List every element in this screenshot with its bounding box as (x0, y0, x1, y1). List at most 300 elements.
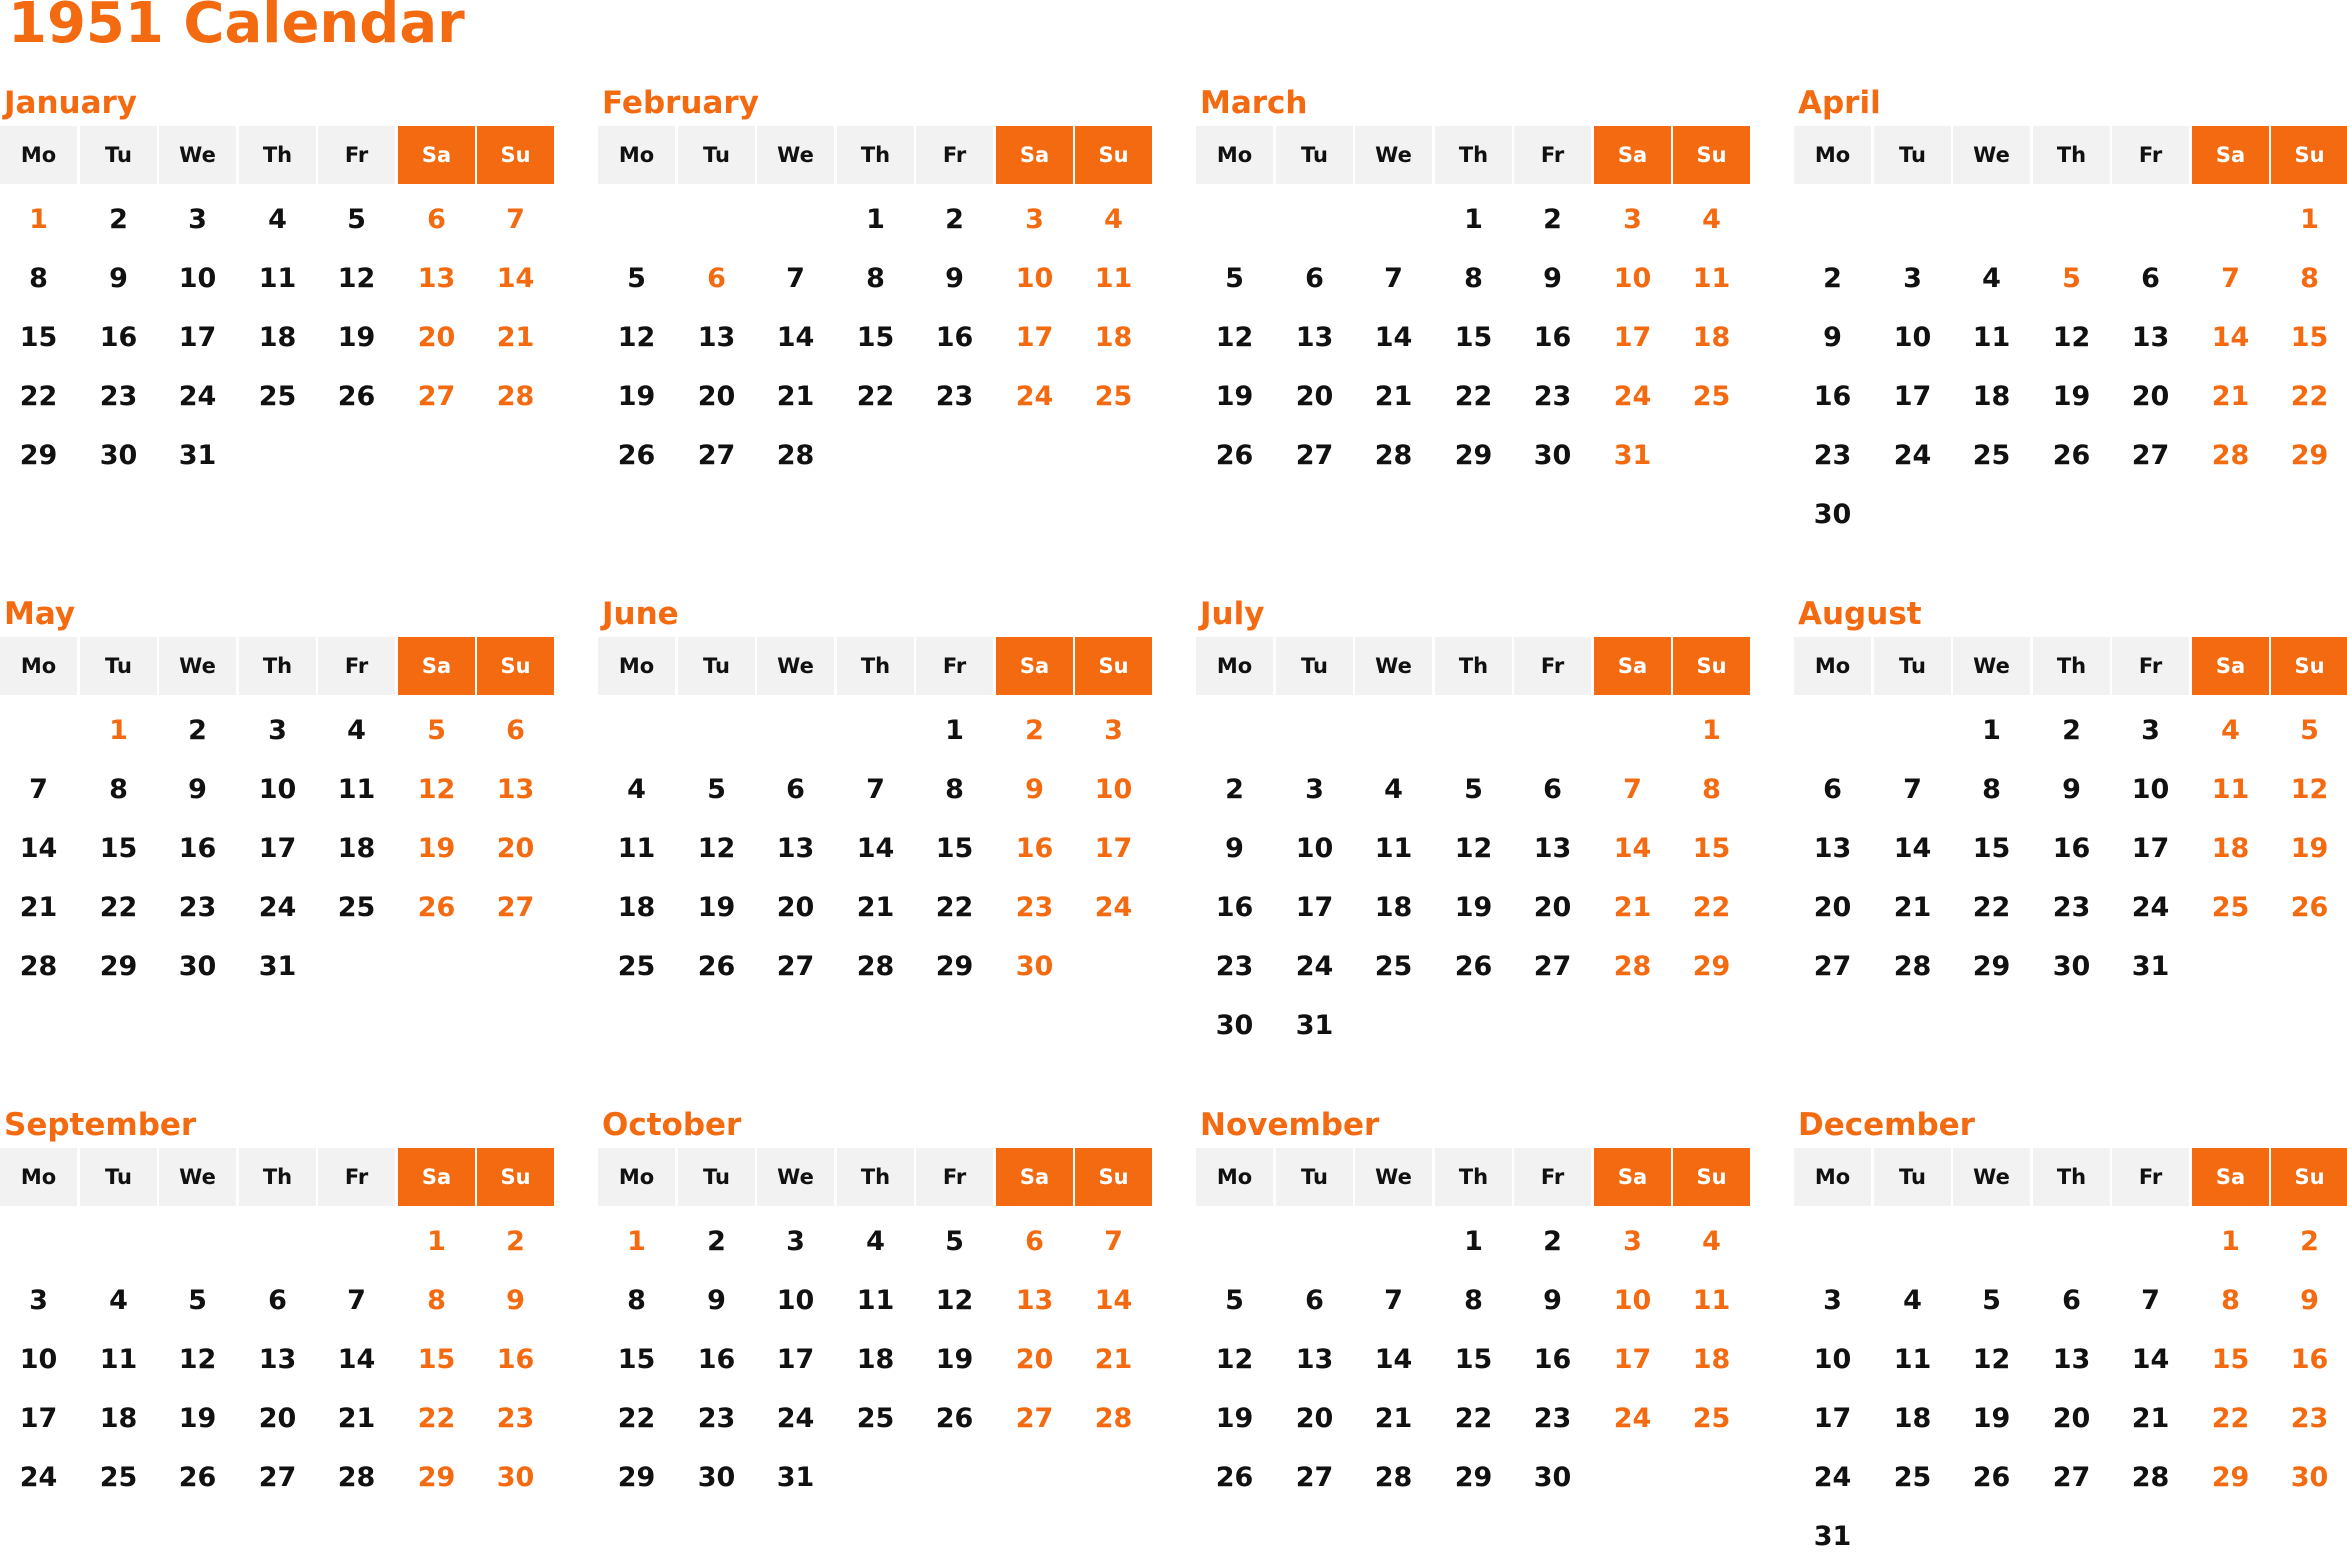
day-cell: 13 (1015, 1284, 1054, 1316)
day-cell: 6 (2062, 1284, 2081, 1316)
weekday-th: Th (1435, 126, 1512, 184)
weekday-su: Su (1075, 637, 1152, 695)
day-cell: 22 (856, 380, 895, 412)
weekday-fr: Fr (1514, 1148, 1591, 1206)
weekday-mo: Mo (0, 1148, 77, 1206)
day-cell: 19 (697, 891, 736, 923)
day-cell: 10 (776, 1284, 815, 1316)
day-cell: 22 (2290, 380, 2329, 412)
weekday-fr: Fr (318, 637, 395, 695)
day-cell: 18 (1893, 1402, 1932, 1434)
day-cell: 7 (866, 773, 885, 805)
day-cell: 15 (2211, 1343, 2250, 1375)
weekday-tu: Tu (1276, 637, 1353, 695)
day-cell: 18 (1972, 380, 2011, 412)
weekday-sa: Sa (996, 126, 1073, 184)
day-cell: 6 (506, 714, 525, 746)
day-cell: 10 (2131, 773, 2170, 805)
weekday-sa: Sa (398, 637, 475, 695)
weekday-tu: Tu (1874, 126, 1951, 184)
day-cell: 8 (29, 262, 48, 294)
day-cell: 28 (496, 380, 535, 412)
day-cell: 17 (19, 1402, 58, 1434)
day-cell: 15 (99, 832, 138, 864)
day-cell: 19 (178, 1402, 217, 1434)
day-cell: 2 (2300, 1225, 2319, 1257)
day-cell: 4 (627, 773, 646, 805)
day-cell: 9 (188, 773, 207, 805)
day-cell: 3 (188, 203, 207, 235)
day-cell: 16 (1215, 891, 1254, 923)
day-cell: 26 (1972, 1461, 2011, 1493)
day-cell: 22 (19, 380, 58, 412)
weekday-fr: Fr (2112, 1148, 2189, 1206)
day-cell: 2 (1225, 773, 1244, 805)
weekday-header (598, 126, 1154, 184)
day-cell: 26 (2052, 439, 2091, 471)
day-cell: 26 (1454, 950, 1493, 982)
day-cell: 9 (1543, 262, 1562, 294)
month-name: December (1798, 1107, 1975, 1143)
day-cell: 5 (188, 1284, 207, 1316)
day-cell: 31 (776, 1461, 815, 1493)
weekday-mo: Mo (598, 1148, 675, 1206)
weekday-su: Su (477, 1148, 554, 1206)
day-cell: 19 (1972, 1402, 2011, 1434)
day-cell: 19 (2052, 380, 2091, 412)
weekday-mo: Mo (0, 637, 77, 695)
day-cell: 28 (1374, 1461, 1413, 1493)
day-cell: 7 (1384, 262, 1403, 294)
day-cell: 7 (1384, 1284, 1403, 1316)
day-cell: 8 (427, 1284, 446, 1316)
page-title: 1951 Calendar (8, 0, 465, 56)
day-cell: 13 (1813, 832, 1852, 864)
day-cell: 14 (1374, 1343, 1413, 1375)
day-cell: 6 (2141, 262, 2160, 294)
day-cell: 27 (496, 891, 535, 923)
day-cell: 20 (258, 1402, 297, 1434)
day-cell: 21 (1893, 891, 1932, 923)
day-cell: 28 (1893, 950, 1932, 982)
day-cell: 17 (1613, 321, 1652, 353)
weekday-su: Su (477, 126, 554, 184)
weekday-we: We (1355, 637, 1432, 695)
day-cell: 3 (268, 714, 287, 746)
day-cell: 30 (2290, 1461, 2329, 1493)
day-cell: 1 (109, 714, 128, 746)
day-cell: 29 (19, 439, 58, 471)
weekday-sa: Sa (1594, 637, 1671, 695)
day-cell: 18 (337, 832, 376, 864)
day-cell: 4 (268, 203, 287, 235)
day-cell: 9 (2300, 1284, 2319, 1316)
weekday-header (0, 637, 556, 695)
weekday-we: We (159, 1148, 236, 1206)
day-cell: 16 (99, 321, 138, 353)
day-cell: 26 (417, 891, 456, 923)
weekday-fr: Fr (318, 126, 395, 184)
day-cell: 14 (856, 832, 895, 864)
weekday-su: Su (1075, 126, 1152, 184)
day-cell: 27 (258, 1461, 297, 1493)
day-cell: 25 (2211, 891, 2250, 923)
day-cell: 15 (935, 832, 974, 864)
day-cell: 5 (347, 203, 366, 235)
day-cell: 12 (178, 1343, 217, 1375)
day-cell: 22 (1692, 891, 1731, 923)
day-cell: 19 (1215, 380, 1254, 412)
weekday-we: We (1953, 1148, 2030, 1206)
day-cell: 7 (29, 773, 48, 805)
weekday-su: Su (477, 637, 554, 695)
month-name: May (4, 596, 76, 632)
day-cell: 21 (1374, 1402, 1413, 1434)
day-cell: 8 (627, 1284, 646, 1316)
month-name: January (4, 85, 138, 121)
day-cell: 15 (1454, 1343, 1493, 1375)
day-cell: 26 (697, 950, 736, 982)
day-cell: 18 (1692, 1343, 1731, 1375)
weekday-mo: Mo (1196, 126, 1273, 184)
day-cell: 5 (427, 714, 446, 746)
day-cell: 28 (337, 1461, 376, 1493)
weekday-we: We (1953, 126, 2030, 184)
day-cell: 3 (1823, 1284, 1842, 1316)
weekday-fr: Fr (2112, 126, 2189, 184)
day-cell: 20 (1015, 1343, 1054, 1375)
day-cell: 26 (337, 380, 376, 412)
weekday-tu: Tu (80, 126, 157, 184)
day-cell: 31 (178, 439, 217, 471)
day-cell: 12 (417, 773, 456, 805)
day-cell: 14 (1613, 832, 1652, 864)
weekday-mo: Mo (598, 637, 675, 695)
day-cell: 5 (627, 262, 646, 294)
day-cell: 6 (427, 203, 446, 235)
weekday-we: We (757, 1148, 834, 1206)
day-cell: 10 (1813, 1343, 1852, 1375)
day-cell: 3 (2141, 714, 2160, 746)
weekday-mo: Mo (598, 126, 675, 184)
weekday-th: Th (239, 1148, 316, 1206)
day-cell: 2 (188, 714, 207, 746)
day-cell: 18 (1692, 321, 1731, 353)
weekday-fr: Fr (1514, 126, 1591, 184)
weekday-we: We (159, 637, 236, 695)
day-cell: 3 (29, 1284, 48, 1316)
day-cell: 11 (1094, 262, 1133, 294)
day-cell: 22 (99, 891, 138, 923)
day-cell: 17 (1813, 1402, 1852, 1434)
day-cell: 3 (1623, 1225, 1642, 1257)
day-cell: 25 (337, 891, 376, 923)
month-name: March (1200, 85, 1308, 121)
day-cell: 16 (178, 832, 217, 864)
day-cell: 4 (1982, 262, 2001, 294)
day-cell: 2 (1823, 262, 1842, 294)
day-cell: 17 (2131, 832, 2170, 864)
day-cell: 2 (1025, 714, 1044, 746)
day-cell: 13 (496, 773, 535, 805)
month-name: November (1200, 1107, 1380, 1143)
weekday-tu: Tu (80, 1148, 157, 1206)
day-cell: 27 (2131, 439, 2170, 471)
weekday-sa: Sa (2192, 126, 2269, 184)
month-name: February (602, 85, 759, 121)
day-cell: 10 (1613, 1284, 1652, 1316)
day-cell: 13 (417, 262, 456, 294)
day-cell: 12 (617, 321, 656, 353)
day-cell: 8 (2221, 1284, 2240, 1316)
day-cell: 20 (1295, 1402, 1334, 1434)
day-cell: 27 (417, 380, 456, 412)
weekday-sa: Sa (398, 1148, 475, 1206)
day-cell: 22 (1454, 1402, 1493, 1434)
day-cell: 25 (99, 1461, 138, 1493)
day-cell: 20 (697, 380, 736, 412)
day-cell: 7 (1903, 773, 1922, 805)
day-cell: 8 (866, 262, 885, 294)
day-cell: 29 (2290, 439, 2329, 471)
day-cell: 11 (856, 1284, 895, 1316)
day-cell: 22 (1454, 380, 1493, 412)
day-cell: 13 (258, 1343, 297, 1375)
day-cell: 14 (1893, 832, 1932, 864)
day-cell: 6 (1543, 773, 1562, 805)
day-cell: 13 (697, 321, 736, 353)
day-cell: 7 (347, 1284, 366, 1316)
day-cell: 1 (2221, 1225, 2240, 1257)
day-cell: 29 (1972, 950, 2011, 982)
day-cell: 20 (776, 891, 815, 923)
day-cell: 4 (1702, 1225, 1721, 1257)
day-cell: 23 (1533, 380, 1572, 412)
month-name: October (602, 1107, 742, 1143)
day-cell: 27 (1533, 950, 1572, 982)
day-cell: 3 (1305, 773, 1324, 805)
day-cell: 31 (2131, 950, 2170, 982)
day-cell: 19 (1215, 1402, 1254, 1434)
day-cell: 12 (1454, 832, 1493, 864)
weekday-we: We (159, 126, 236, 184)
day-cell: 6 (786, 773, 805, 805)
day-cell: 8 (2300, 262, 2319, 294)
day-cell: 25 (856, 1402, 895, 1434)
weekday-th: Th (1435, 1148, 1512, 1206)
day-cell: 24 (1613, 380, 1652, 412)
day-cell: 19 (1454, 891, 1493, 923)
day-cell: 23 (2290, 1402, 2329, 1434)
weekday-header (0, 126, 556, 184)
weekday-su: Su (1673, 637, 1750, 695)
day-cell: 24 (1094, 891, 1133, 923)
day-cell: 23 (1533, 1402, 1572, 1434)
day-cell: 30 (1813, 498, 1852, 530)
day-cell: 29 (1454, 439, 1493, 471)
weekday-header (1196, 126, 1752, 184)
weekday-th: Th (837, 126, 914, 184)
day-cell: 22 (2211, 1402, 2250, 1434)
day-cell: 16 (2290, 1343, 2329, 1375)
day-cell: 5 (2062, 262, 2081, 294)
weekday-su: Su (1075, 1148, 1152, 1206)
weekday-fr: Fr (916, 126, 993, 184)
weekday-th: Th (2033, 1148, 2110, 1206)
day-cell: 19 (2290, 832, 2329, 864)
day-cell: 26 (2290, 891, 2329, 923)
day-cell: 30 (1533, 1461, 1572, 1493)
day-cell: 1 (427, 1225, 446, 1257)
day-cell: 24 (258, 891, 297, 923)
weekday-mo: Mo (1794, 1148, 1871, 1206)
day-cell: 3 (786, 1225, 805, 1257)
day-cell: 10 (19, 1343, 58, 1375)
day-cell: 22 (1972, 891, 2011, 923)
day-cell: 1 (2300, 203, 2319, 235)
day-cell: 11 (1692, 1284, 1731, 1316)
day-cell: 9 (109, 262, 128, 294)
weekday-sa: Sa (1594, 126, 1671, 184)
day-cell: 5 (1225, 1284, 1244, 1316)
day-cell: 23 (178, 891, 217, 923)
day-cell: 7 (786, 262, 805, 294)
day-cell: 14 (776, 321, 815, 353)
day-cell: 17 (178, 321, 217, 353)
day-cell: 26 (1215, 439, 1254, 471)
day-cell: 1 (1464, 1225, 1483, 1257)
weekday-header (1794, 1148, 2347, 1206)
day-cell: 13 (1295, 1343, 1334, 1375)
day-cell: 30 (99, 439, 138, 471)
weekday-tu: Tu (678, 1148, 755, 1206)
day-cell: 7 (2221, 262, 2240, 294)
day-cell: 13 (2052, 1343, 2091, 1375)
day-cell: 7 (2141, 1284, 2160, 1316)
day-cell: 9 (707, 1284, 726, 1316)
day-cell: 24 (2131, 891, 2170, 923)
day-cell: 23 (697, 1402, 736, 1434)
day-cell: 16 (496, 1343, 535, 1375)
day-cell: 21 (856, 891, 895, 923)
day-cell: 28 (1374, 439, 1413, 471)
weekday-fr: Fr (1514, 637, 1591, 695)
day-cell: 17 (1295, 891, 1334, 923)
day-cell: 6 (707, 262, 726, 294)
day-cell: 31 (1613, 439, 1652, 471)
day-cell: 5 (945, 1225, 964, 1257)
weekday-mo: Mo (1196, 1148, 1273, 1206)
weekday-fr: Fr (916, 1148, 993, 1206)
day-cell: 2 (1543, 203, 1562, 235)
day-cell: 20 (1813, 891, 1852, 923)
day-cell: 9 (945, 262, 964, 294)
day-cell: 18 (856, 1343, 895, 1375)
weekday-tu: Tu (80, 637, 157, 695)
day-cell: 28 (1094, 1402, 1133, 1434)
day-cell: 24 (1295, 950, 1334, 982)
day-cell: 30 (1215, 1009, 1254, 1041)
weekday-header (1794, 637, 2347, 695)
day-cell: 27 (776, 950, 815, 982)
day-cell: 19 (617, 380, 656, 412)
day-cell: 20 (417, 321, 456, 353)
day-cell: 12 (1215, 321, 1254, 353)
weekday-su: Su (2271, 1148, 2347, 1206)
day-cell: 4 (1104, 203, 1123, 235)
day-cell: 16 (2052, 832, 2091, 864)
day-cell: 21 (2211, 380, 2250, 412)
day-cell: 4 (1702, 203, 1721, 235)
day-cell: 30 (2052, 950, 2091, 982)
day-cell: 3 (1623, 203, 1642, 235)
day-cell: 4 (347, 714, 366, 746)
day-cell: 23 (496, 1402, 535, 1434)
weekday-th: Th (1435, 637, 1512, 695)
weekday-we: We (1355, 126, 1432, 184)
day-cell: 9 (1823, 321, 1842, 353)
day-cell: 17 (1613, 1343, 1652, 1375)
day-cell: 31 (258, 950, 297, 982)
day-cell: 20 (2131, 380, 2170, 412)
day-cell: 2 (109, 203, 128, 235)
day-cell: 7 (506, 203, 525, 235)
weekday-th: Th (2033, 126, 2110, 184)
day-cell: 25 (1692, 1402, 1731, 1434)
day-cell: 21 (337, 1402, 376, 1434)
day-cell: 21 (1374, 380, 1413, 412)
day-cell: 10 (258, 773, 297, 805)
day-cell: 30 (496, 1461, 535, 1493)
day-cell: 5 (2300, 714, 2319, 746)
day-cell: 10 (1094, 773, 1133, 805)
weekday-th: Th (239, 637, 316, 695)
day-cell: 26 (1215, 1461, 1254, 1493)
weekday-tu: Tu (1276, 1148, 1353, 1206)
day-cell: 14 (1094, 1284, 1133, 1316)
weekday-header (1196, 637, 1752, 695)
day-cell: 24 (1015, 380, 1054, 412)
day-cell: 6 (1823, 773, 1842, 805)
day-cell: 18 (99, 1402, 138, 1434)
day-cell: 24 (1613, 1402, 1652, 1434)
day-cell: 8 (1464, 1284, 1483, 1316)
month-name: August (1798, 596, 1922, 632)
day-cell: 23 (935, 380, 974, 412)
day-cell: 19 (935, 1343, 974, 1375)
month-name: September (4, 1107, 197, 1143)
month-name: April (1798, 85, 1881, 121)
day-cell: 4 (1903, 1284, 1922, 1316)
day-cell: 15 (2290, 321, 2329, 353)
day-cell: 17 (1893, 380, 1932, 412)
day-cell: 12 (1215, 1343, 1254, 1375)
day-cell: 11 (99, 1343, 138, 1375)
day-cell: 16 (1533, 321, 1572, 353)
day-cell: 21 (2131, 1402, 2170, 1434)
day-cell: 12 (1972, 1343, 2011, 1375)
day-cell: 16 (1015, 832, 1054, 864)
day-cell: 7 (1623, 773, 1642, 805)
day-cell: 9 (1543, 1284, 1562, 1316)
day-cell: 11 (258, 262, 297, 294)
day-cell: 24 (19, 1461, 58, 1493)
weekday-sa: Sa (398, 126, 475, 184)
day-cell: 1 (945, 714, 964, 746)
weekday-su: Su (2271, 126, 2347, 184)
weekday-mo: Mo (1794, 637, 1871, 695)
day-cell: 4 (1384, 773, 1403, 805)
